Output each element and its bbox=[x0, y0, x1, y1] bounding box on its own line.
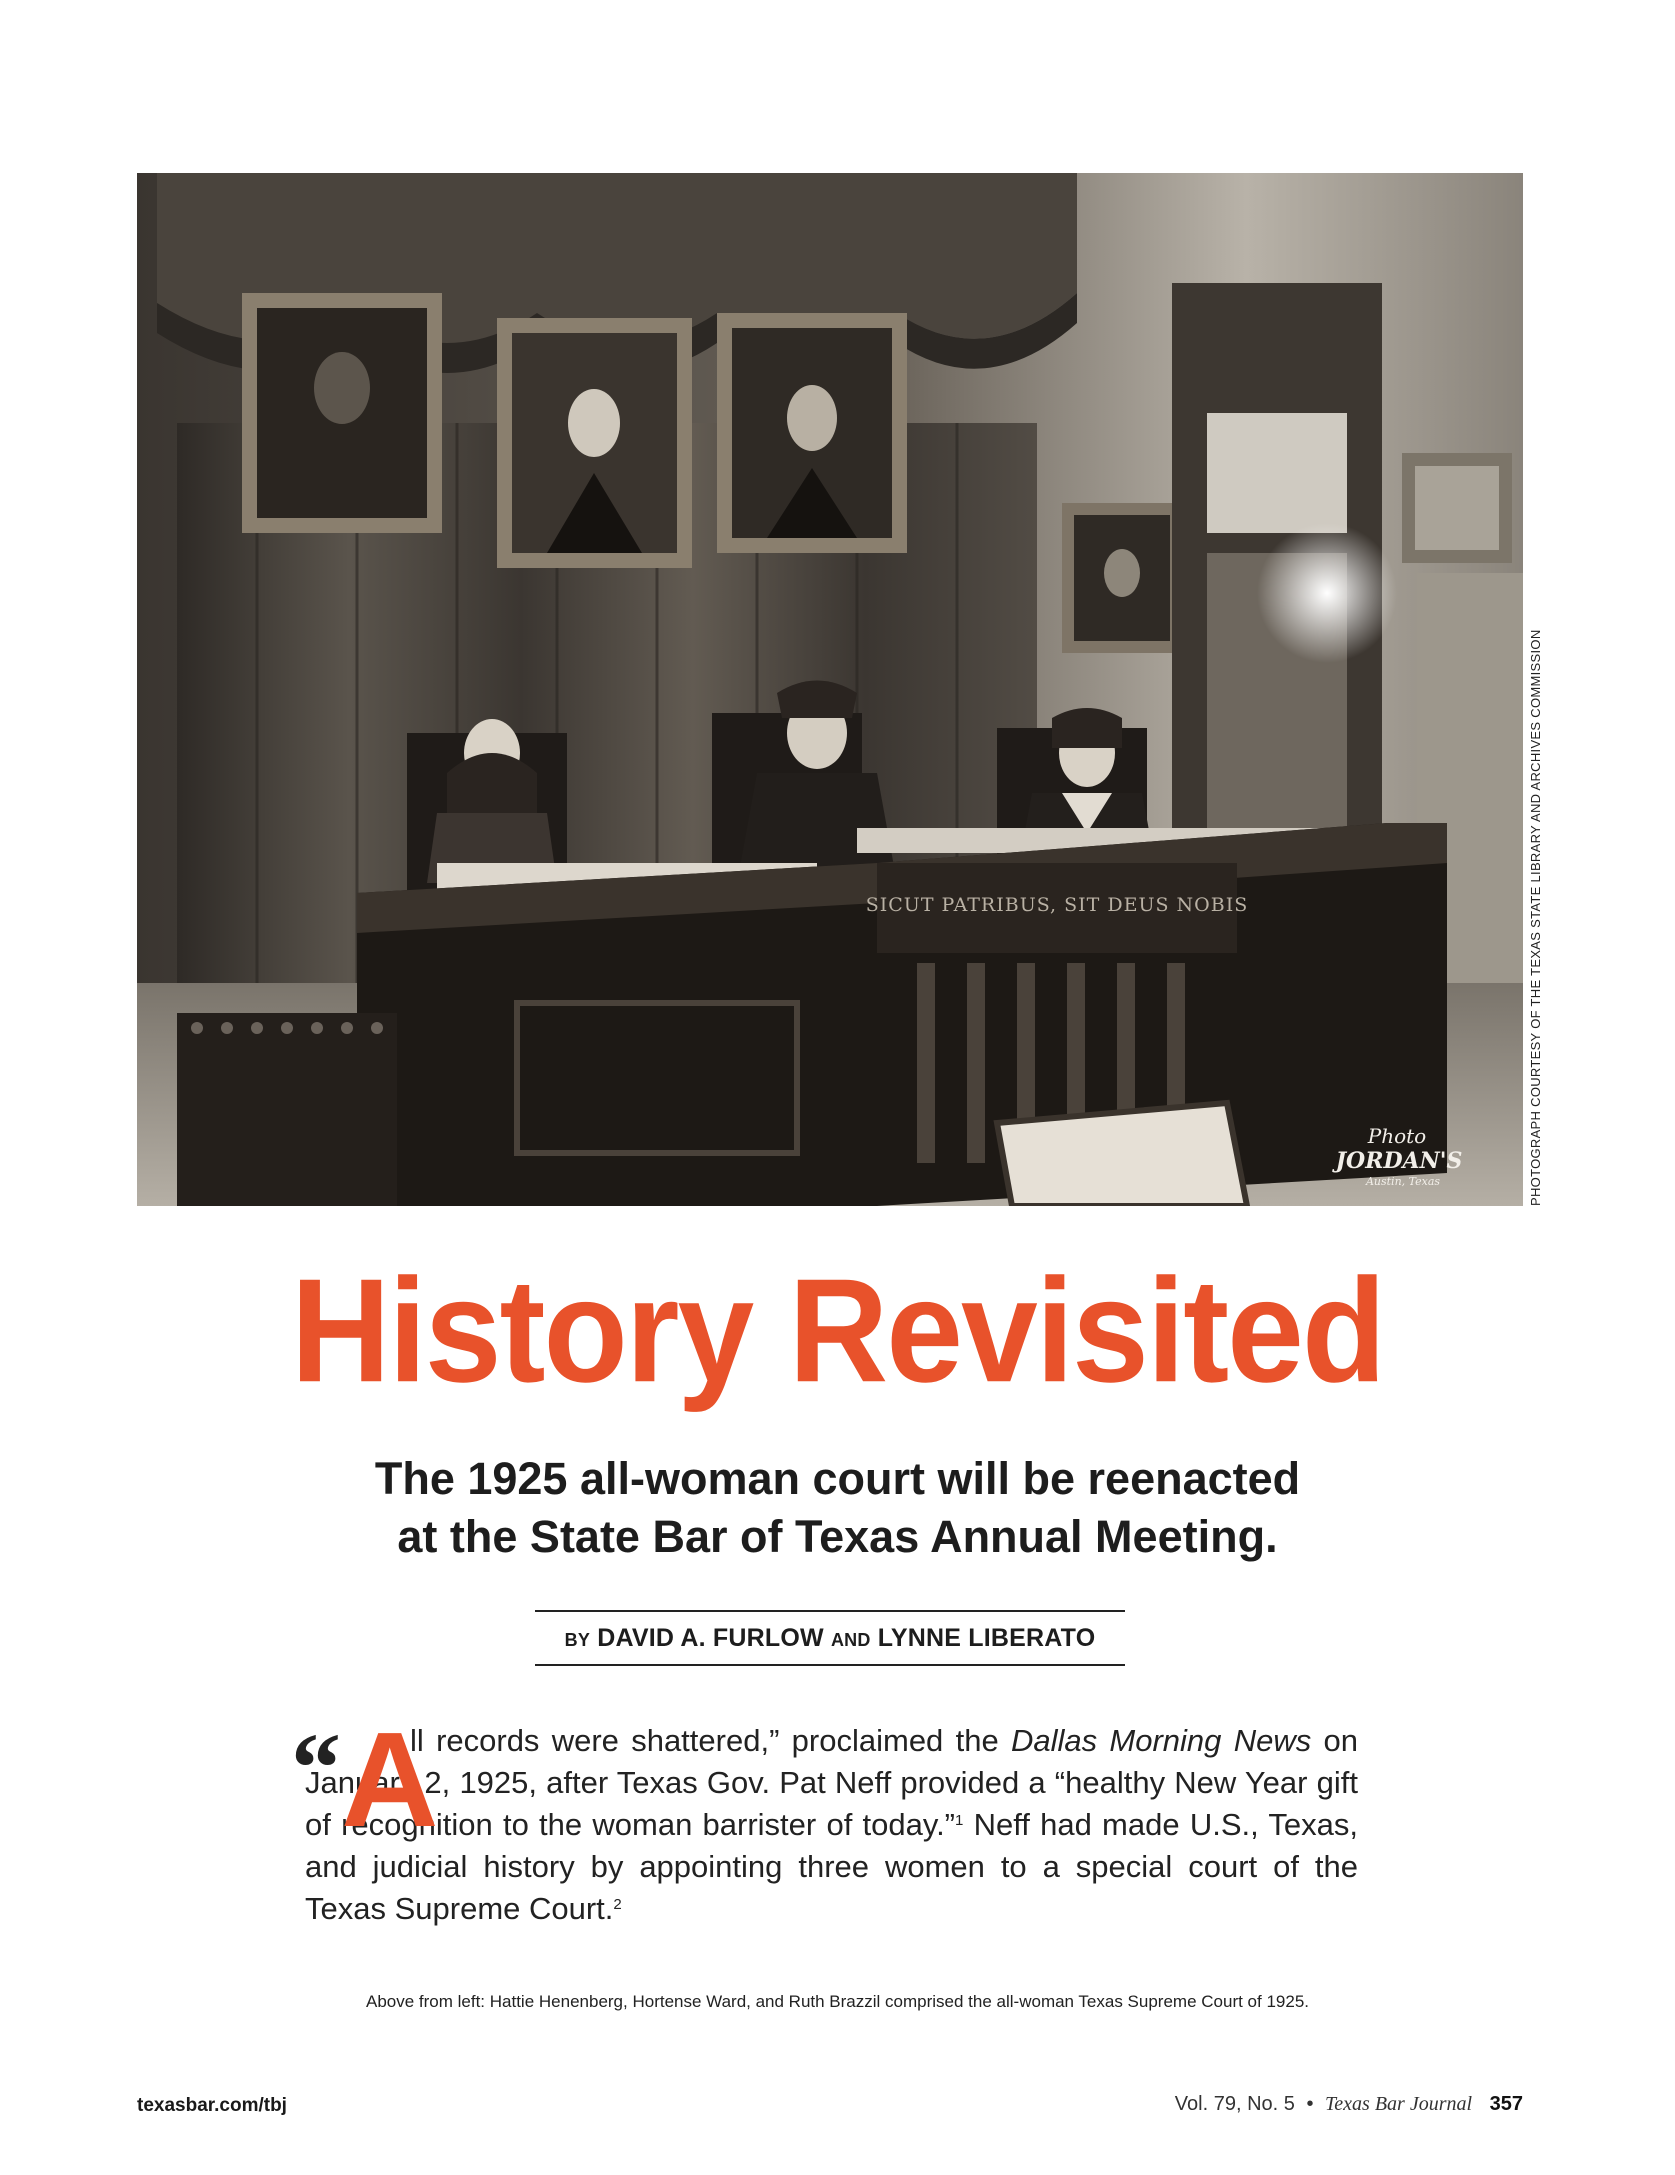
byline-by: BY bbox=[564, 1630, 591, 1650]
studio-mark-line1: Photo bbox=[1367, 1124, 1427, 1148]
drop-cap-letter: A bbox=[341, 1704, 439, 1855]
studio-mark-line3: Austin, Texas bbox=[1365, 1175, 1441, 1188]
footer-journal: Texas Bar Journal bbox=[1325, 2093, 1473, 2115]
drop-cap-quote: “ bbox=[291, 1712, 341, 1823]
byline-and: AND bbox=[830, 1630, 871, 1650]
lead-paragraph bbox=[305, 1720, 1358, 1930]
deck bbox=[200, 1450, 1475, 1566]
footnote-1: 1 bbox=[955, 1812, 964, 1829]
footer-volume: Vol. 79, No. 5 bbox=[1174, 2093, 1295, 2115]
deck-line-2: at the State Bar of Texas Annual Meeting. bbox=[397, 1511, 1278, 1562]
studio-mark-line2: JORDAN'S bbox=[1335, 1148, 1463, 1174]
headline: History Revisited bbox=[290, 1248, 1385, 1414]
body-part-1: ll records were shattered,” proclaimed the bbox=[410, 1723, 1011, 1758]
courtroom-photo bbox=[137, 173, 1523, 1206]
body-part-3: Neff had made U.S., Texas, and judicial history by appointing three women to a special court of the Texas Supreme Court. bbox=[305, 1807, 1359, 1926]
drop-cap bbox=[291, 1704, 439, 1855]
page-number: 357 bbox=[1489, 2093, 1523, 2115]
article-body bbox=[291, 1704, 1359, 1930]
footnote-2: 2 bbox=[613, 1896, 622, 1913]
byline bbox=[535, 1624, 1125, 1653]
author-1: DAVID A. FURLOW bbox=[597, 1624, 824, 1652]
deck-line-1: The 1925 all-woman court will be reenacted bbox=[374, 1453, 1301, 1504]
author-2: LYNNE LIBERATO bbox=[877, 1624, 1096, 1652]
footer-website: texasbar.com/tbj bbox=[137, 2095, 287, 2116]
photo-caption: Above from left: Hattie Henenberg, Hortense Ward, and Ruth Brazzil comprised the all-woman Texas Supreme Court of 1925. bbox=[365, 1992, 1309, 2011]
body-part-2: on January 2, 1925, after Texas Gov. Pat Neff provided a “healthy New Year gift of recognition to the woman barrister of today.” bbox=[305, 1723, 1358, 1842]
footer-folio bbox=[1175, 2093, 1523, 2116]
photo-credit: PHOTOGRAPH COURTESY OF THE TEXAS STATE LIBRARY AND ARCHIVES COMMISSION bbox=[1528, 629, 1543, 1206]
body-italic: Dallas Morning News bbox=[1010, 1723, 1312, 1758]
bench-inscription: SICUT PATRIBUS, SIT DEUS NOBIS bbox=[865, 894, 1249, 916]
courtroom-photo-illustration bbox=[137, 173, 1523, 1206]
footer-separator: • bbox=[1306, 2093, 1314, 2115]
byline-top-rule bbox=[535, 1610, 1125, 1612]
byline-bottom-rule bbox=[535, 1664, 1125, 1666]
